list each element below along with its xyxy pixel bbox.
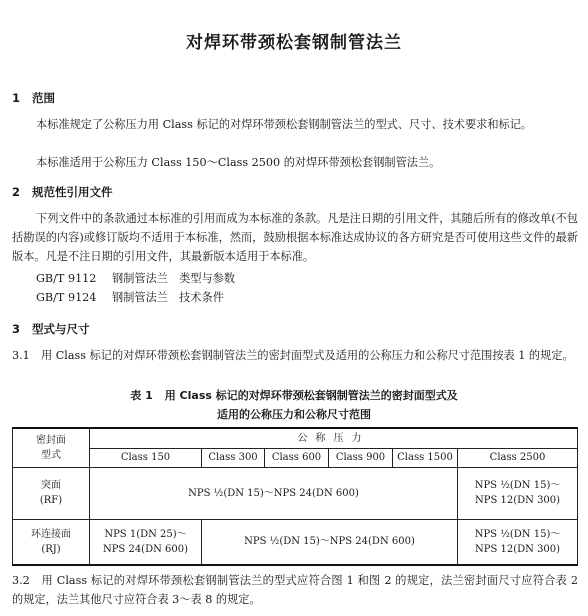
range-cell (458, 519, 578, 565)
reference-title: 钢制管法兰 技术条件 (112, 291, 224, 304)
header-label: 密封面 (36, 434, 66, 446)
section-number: 3 (12, 322, 21, 336)
range-line: NPS 1(DN 25)～ (104, 528, 187, 540)
range-cell: NPS ½(DN 15)～NPS 24(DN 600) (202, 519, 458, 565)
table-caption-text: 用 Class 标记的对焊环带颈松套钢制管法兰的密封面型式及 (164, 389, 458, 402)
section-number: 1 (12, 91, 21, 105)
section-1-paragraph-1: 本标准规定了公称压力用 Class 标记的对焊环带颈松套钢制管法兰的型式、尺寸、技术要求和标记。 (36, 118, 533, 131)
table-1 (12, 427, 578, 566)
range-line: NPS 24(DN 600) (102, 543, 189, 555)
table-row (13, 467, 578, 519)
table-row (13, 519, 578, 565)
reference-code: GB/T 9124 (36, 291, 97, 304)
column-header: Class 150 (90, 448, 202, 467)
section-3-heading (12, 321, 90, 337)
section-1-heading (12, 90, 55, 106)
table-header-row (13, 428, 578, 448)
range-line: NPS 12(DN 300) (474, 495, 561, 506)
seal-type-code: (RJ) (41, 543, 61, 555)
section-number: 2 (12, 185, 21, 199)
section-title: 范围 (32, 91, 55, 105)
clause-3-2: 3.2 用 Class 标记的对焊环带颈松套钢制管法兰的型式应符合图 1 和图 2 的规定，法兰密封面尺寸应符合表 2 的规定，法兰其他尺寸应符合表 3～表 8 的规定。 (12, 574, 578, 606)
section-title: 规范性引用文件 (32, 185, 113, 199)
section-title: 型式与尺寸 (32, 322, 90, 336)
range-cell (90, 519, 202, 565)
reference-title: 钢制管法兰 类型与参数 (112, 272, 236, 285)
column-header: Class 1500 (393, 448, 458, 467)
column-header: Class 600 (265, 448, 329, 467)
header-seal-type (13, 428, 90, 467)
section-1-paragraph-2: 本标准适用于公称压力 Class 150～Class 2500 的对焊环带颈松套钢制管法兰。 (36, 156, 441, 169)
column-header: Class 300 (202, 448, 265, 467)
document-title: 对焊环带颈松套钢制管法兰 (186, 33, 402, 53)
range-line: NPS 12(DN 300) (474, 543, 561, 555)
seal-type-cell (13, 519, 90, 565)
column-header: Class 900 (329, 448, 393, 467)
column-header: Class 2500 (458, 448, 578, 467)
reference-item (36, 270, 235, 286)
range-cell: NPS ½(DN 15)～NPS 24(DN 600) (90, 467, 458, 519)
range-cell (458, 467, 578, 519)
section-2-paragraph-1: 下列文件中的条款通过本标准的引用而成为本标准的条款。凡是注日期的引用文件，其随后所有的修改单(不包括勘误的内容)或修订版均不适用于本标准，然而，鼓励根据本标准达成协议的各方研究是否可使用这些文件的最新版本。凡是不注日期的引用文件，其最新版本适用于本标准。 (12, 212, 578, 263)
header-label: 型式 (41, 449, 61, 461)
reference-item (36, 289, 224, 305)
range-line: NPS ½(DN 15)～ (474, 480, 561, 491)
table-caption-line-1 (0, 387, 588, 403)
seal-type-code: (RF) (39, 495, 63, 506)
header-pressure-group: 公称压力 (90, 428, 578, 448)
seal-type-name: 突面 (41, 480, 61, 491)
reference-code: GB/T 9112 (36, 272, 97, 285)
table-label: 表 1 (130, 389, 153, 402)
table-header-row (13, 448, 578, 467)
clause-3-1: 3.1 用 Class 标记的对焊环带颈松套钢制管法兰的密封面型式及适用的公称压力和公称尺寸范围按表 1 的规定。 (12, 349, 574, 362)
seal-type-name: 环连接面 (31, 528, 71, 540)
table-caption-line-2: 适用的公称压力和公称尺寸范围 (217, 408, 371, 421)
seal-type-cell (13, 467, 90, 519)
section-2-heading (12, 184, 113, 200)
range-line: NPS ½(DN 15)～ (474, 528, 561, 540)
